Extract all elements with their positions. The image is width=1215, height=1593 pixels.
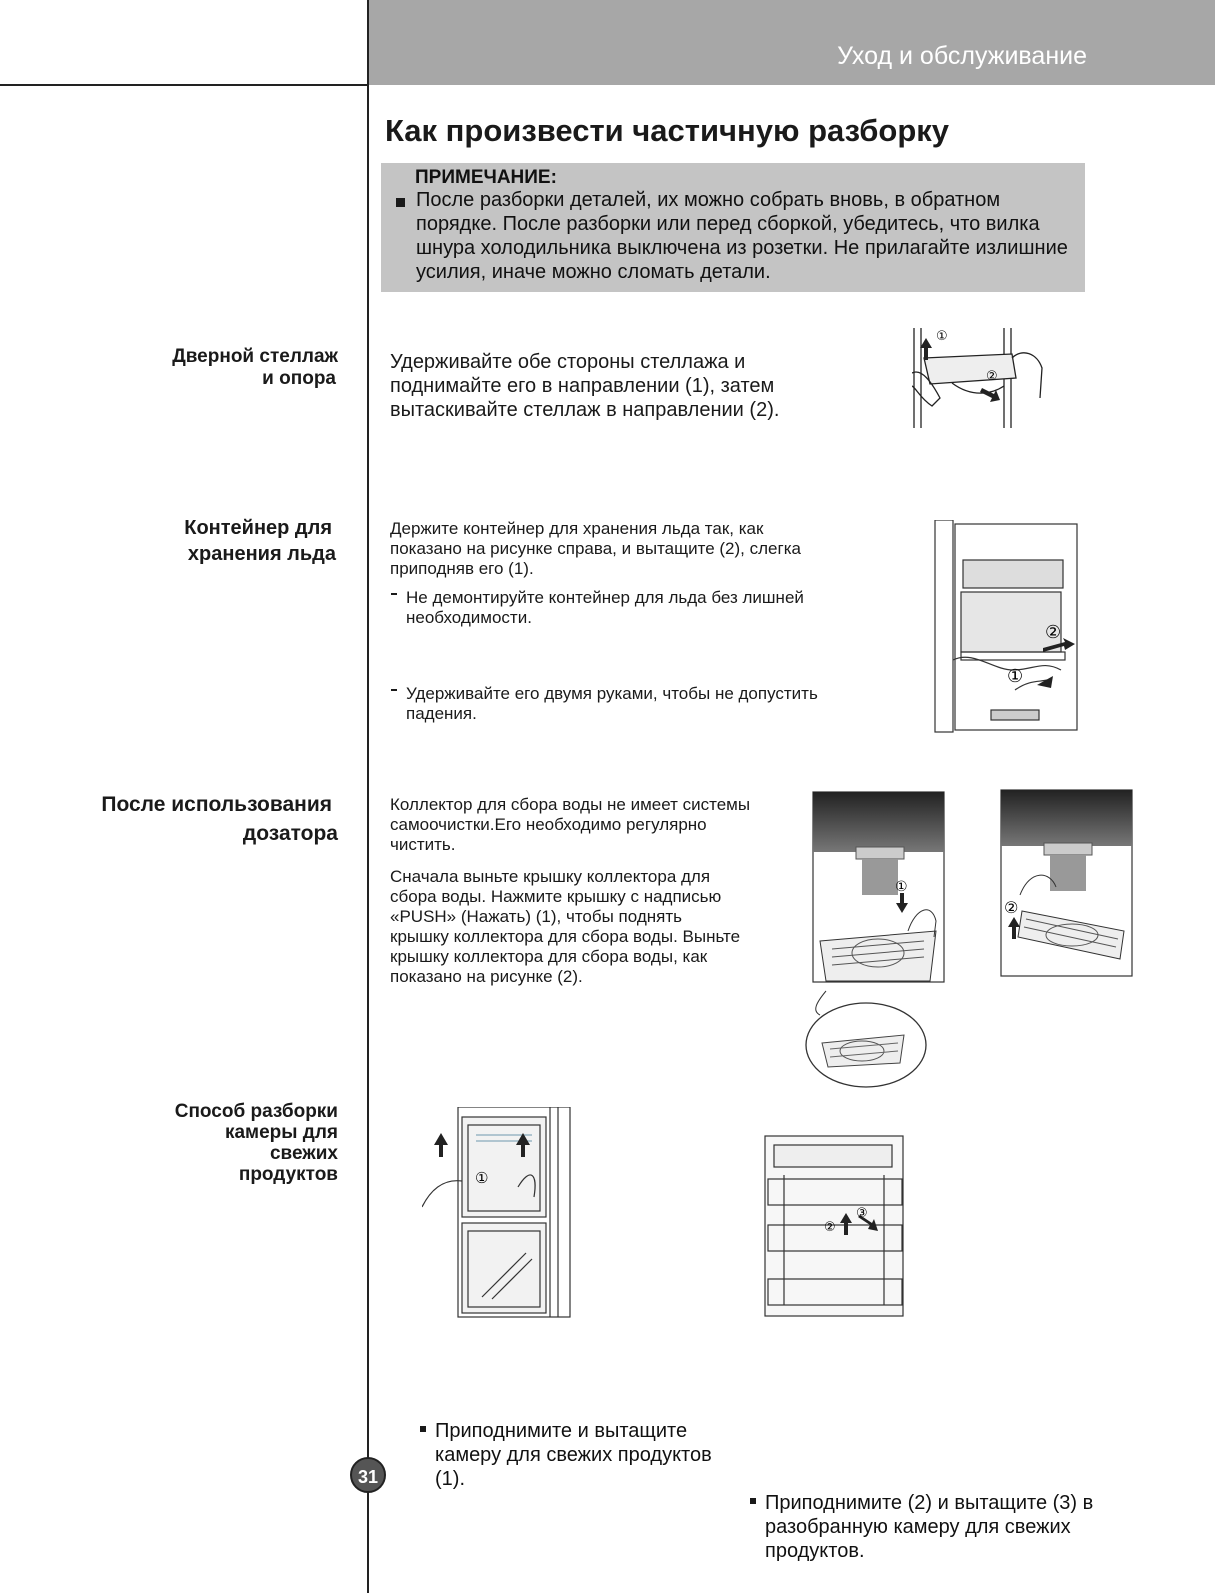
section-title-line: дозатора [242, 822, 338, 845]
door-rack-text: Удерживайте обе стороны стеллажа и поднимайте его в направлении (1), затем вытаскивайте стеллаж в направлении (2). [390, 351, 780, 421]
marker-2: ② [986, 369, 998, 384]
crisper-illustration-1 [422, 1107, 572, 1319]
section-title-line: После использования [101, 793, 332, 816]
marker-1: ① [895, 879, 908, 895]
section-title-line: свежих [269, 1143, 338, 1164]
note-bullet-icon [396, 198, 405, 207]
section-title-line: продуктов [238, 1164, 338, 1185]
marker-1: ① [936, 329, 948, 344]
door-rack-illustration [912, 328, 1062, 430]
section-title-line: камеры для [224, 1122, 338, 1143]
note-box [381, 163, 1085, 292]
note-text: После разборки деталей, их можно собрать вновь, в обратном порядке. После разборки или перед сборкой, убедитесь, что вилка шнура холодильника выключена из розетки. Не прилагайте излишние усилия, иначе можно сломать детали. [416, 189, 1068, 283]
marker-1: ① [1007, 666, 1024, 687]
arrow-up-icon [434, 1133, 448, 1157]
section-title-line: Контейнер для [184, 517, 332, 539]
note-label: ПРИМЕЧАНИЕ: [415, 167, 557, 188]
marker-2: ② [824, 1220, 836, 1235]
section-title-door-rack [172, 346, 338, 390]
crisper-caption-right: Приподнимите (2) и вытащите (3) в разобранную камеру для свежих продуктов. [750, 1491, 1105, 1563]
crisper-caption-left: Приподнимите и вытащите камеру для свежих продуктов (1). [420, 1419, 725, 1491]
crisper-illustration-2 [764, 1135, 914, 1318]
header-band [368, 0, 1215, 85]
section-title-crisper [175, 1101, 338, 1185]
dispenser-detail-bubble [800, 985, 935, 1090]
header-section-title: Уход и обслуживание [837, 42, 1087, 70]
marker-1: ① [475, 1169, 489, 1187]
section-title-line: хранения льда [187, 543, 336, 565]
section-title-line: Дверной стеллаж [172, 346, 338, 367]
dispenser-illustration-1 [812, 791, 947, 991]
arrow-up-icon [920, 338, 932, 360]
marker-2: ② [1045, 622, 1062, 643]
page-title: Как произвести частичную разборку [385, 113, 950, 148]
ice-bin-text: Держите контейнер для хранения льда так, как показано на рисунке справа, и вытащите (2), слегка приподняв его (1). [390, 519, 801, 578]
marker-3: ③ [856, 1206, 868, 1221]
page-number: 31 [350, 1457, 386, 1493]
section-title-line: и опора [262, 368, 336, 389]
ice-bin-bullet-1: Не демонтируйте контейнер для льда без лишней необходимости. [390, 588, 826, 628]
section-title-line: Способ разборки [174, 1101, 338, 1122]
section-title-dispenser [101, 790, 338, 848]
marker-2: ② [1004, 898, 1019, 917]
header-divider [0, 84, 368, 86]
dispenser-paragraph-1: Коллектор для сбора воды не имеет системы самоочистки.Его необходимо регулярно чистить. [390, 795, 751, 854]
ice-bin-bullet-2: Удерживайте его двумя руками, чтобы не допустить падения. [390, 684, 826, 724]
section-title-ice-bin [184, 515, 336, 567]
column-divider [367, 0, 369, 1593]
dispenser-illustration-2 [1000, 789, 1135, 979]
arrow-curve-icon [1037, 676, 1053, 688]
ice-bin-illustration [933, 520, 1083, 735]
dispenser-paragraph-2: Сначала выньте крышку коллектора для сбора воды. Нажмите крышку с надписью «PUSH» (Нажать) (1), чтобы поднять крышку коллектора для сбора воды. Выньте крышку коллектора для сбора воды, как показано на рисунке (2). [390, 867, 741, 986]
